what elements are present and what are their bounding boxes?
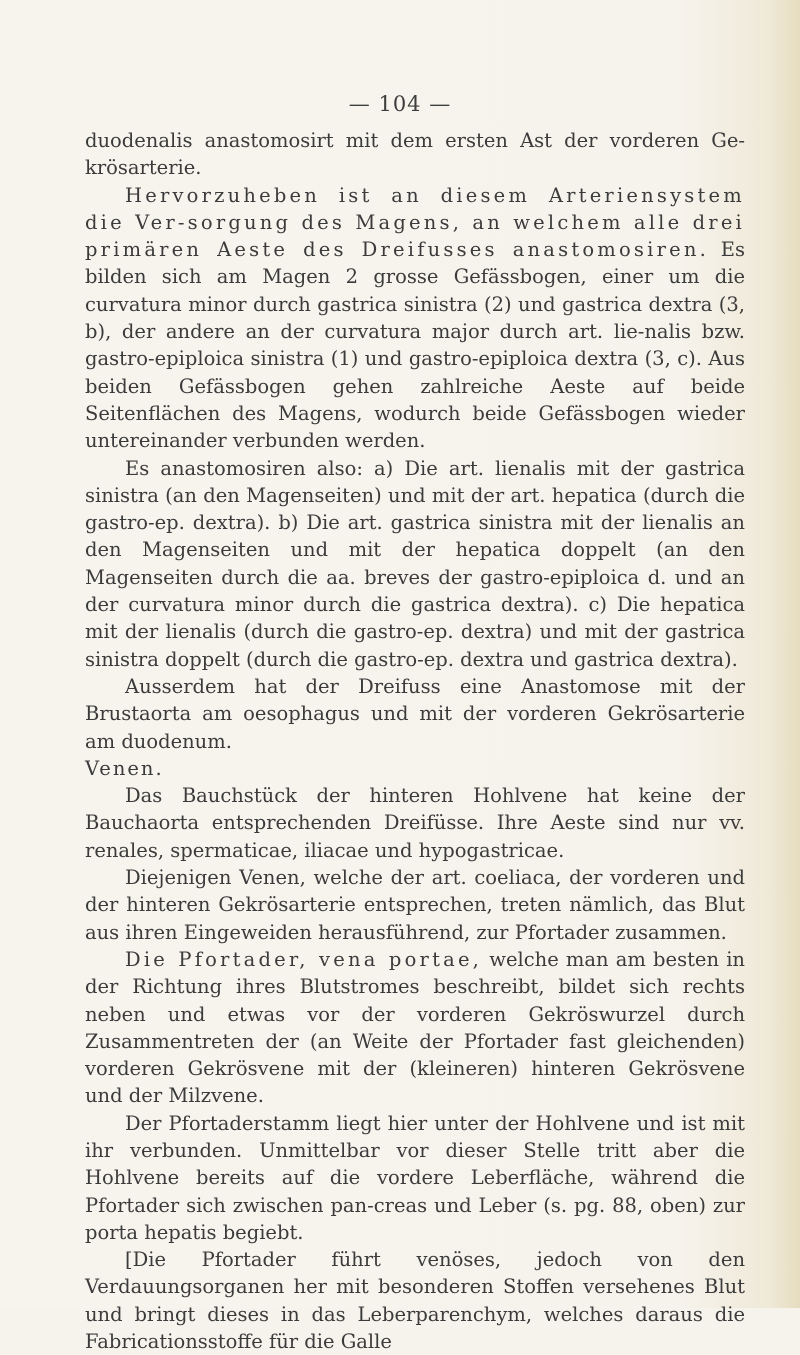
paragraph: Ausserdem hat der Dreifuss eine Anastomose mit der Brustaorta am oesophagus und mit der vorderen Gekrösarterie am duodenum. (85, 674, 745, 753)
paragraph: [Die Pfortader führt venöses, jedoch von den Verdauungsorganen her mit besonderen Stoffen versehenes Blut und bringt dieses in das Leberparenchym, welches daraus die Fabricationsstoffe für die Galle (85, 1248, 745, 1354)
paragraph-continuation: Es bilden sich am Magen 2 grosse Gefässbogen, einer um die curvatura minor durch gastrica sinistra (2) und gastrica dextra (3, b), der andere an der curvatura major durch art. lie-nalis bzw. gastro-epiploica sinistra (1) und gastro-epiploica dextra (3, c). Aus beiden Gefässbogen gehen zahlreiche Aeste auf beide Seitenflächen des Magens, wodurch beide Gefässbogen wieder untereinander verbunden werden. (85, 238, 745, 453)
paragraph (85, 182, 745, 455)
paragraph: duodenalis anastomosirt mit dem ersten Ast der vorderen Ge-krösarterie. (85, 129, 745, 180)
emphasized-text: Die Pfortader, vena portae, (125, 947, 483, 971)
page-number-header: — 104 — (348, 92, 452, 116)
emphasized-text: Hervorzuheben ist an diesem Arteriensystem die Ver-sorgung des Magens, an welchem alle drei primären Aeste des Dreifusses anastomosiren. (85, 183, 745, 262)
section-heading: Venen. (85, 756, 164, 780)
paragraph: Diejenigen Venen, welche der art. coeliaca, der vorderen und der hinteren Gekrösarterie entsprechen, treten nämlich, das Blut aus ihren Eingeweiden herausführend, zur Pfortader zusammen. (85, 866, 745, 944)
paragraph: Es anastomosiren also: a) Die art. lienalis mit der gastrica sinistra (an den Magenseiten) und mit der art. hepatica (durch die gastro-ep. dextra). b) Die art. gastrica sinistra mit der lienalis an den Magenseiten und mit der hepatica doppelt (an den Magenseiten durch die aa. breves der gastro-epiploica d. und an der curvatura minor durch die gastrica dextra). c) Die hepatica mit der lienalis (durch die gastro-ep. dextra) und mit der gastrica sinistra doppelt (durch die gastro-ep. dextra und gastrica dextra). (85, 456, 745, 671)
page-body (85, 127, 745, 1355)
paragraph: Das Bauchstück der hinteren Hohlvene hat keine der Bauchaorta entsprechenden Dreifüsse. Ihre Aeste sind nur vv. renales, spermaticae, iliacae und hypogastricae. (85, 784, 745, 862)
paragraph (85, 946, 745, 1110)
paragraph-continuation: welche man am besten in der Richtung ihres Blutstromes beschreibt, bildet sich rechts neben und etwas vor der vorderen Gekröswurzel durch Zusammentreten der (an Weite der Pfortader fast gleichenden) vorderen Gekrösvene mit der (kleineren) hinteren Gekrösvene und der Milzvene. (85, 947, 745, 1108)
paragraph: Der Pfortaderstamm liegt hier unter der Hohlvene und ist mit ihr verbunden. Unmittelbar vor dieser Stelle tritt aber die Hohlvene bereits auf die vordere Leberfläche, während die Pfortader sich zwischen pan-creas und Leber (s. pg. 88, oben) zur porta hepatis begiebt. (85, 1111, 745, 1244)
